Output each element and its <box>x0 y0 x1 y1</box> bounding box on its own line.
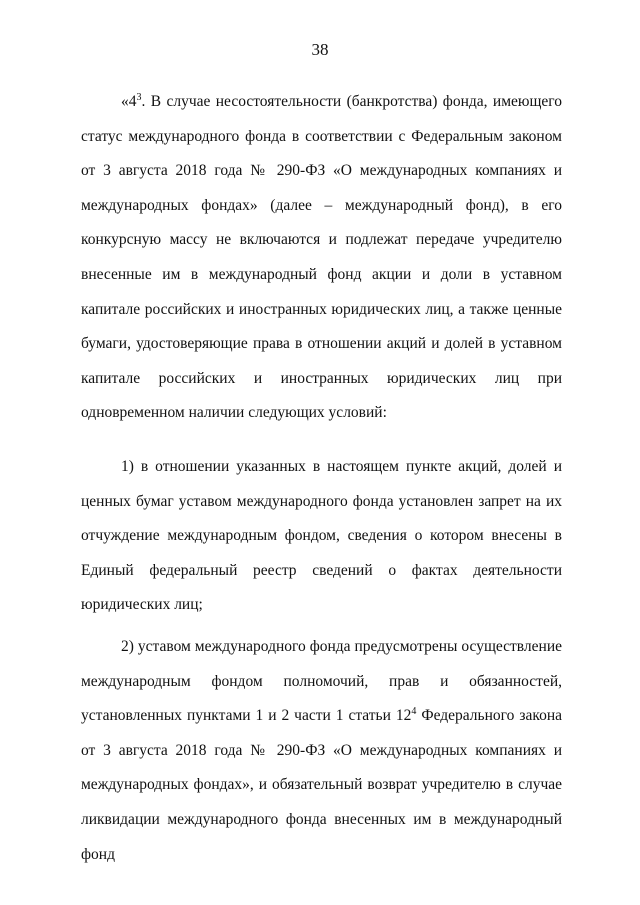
clause-superscript: 3 <box>136 91 142 103</box>
paragraph-text-continued: Федерального закона от 3 августа 2018 года № 290-ФЗ «О международных компаниях и международных фондах», и обязательный возврат учредителю в случае ликвидации международного фонда внесенных им в международный фонд <box>81 707 562 863</box>
paragraph-condition-2 <box>81 630 562 872</box>
article-superscript: 4 <box>411 706 417 718</box>
paragraph-text: 1) в отношении указанных в настоящем пункте акций, долей и ценных бумаг уставом международного фонда установлен запрет на их отчуждение международным фондом, сведения о котором внесены в Единый федеральный реестр сведений о фактах деятельности юридических лиц; <box>81 458 562 614</box>
paragraph-text: 2) уставом международного фонда предусмотрены осуществление международным фондом полномочий, прав и обязанностей, установленных пунктами 1 и 2 части 1 статьи 12 <box>81 638 562 725</box>
paragraph-text: . В случае несостоятельности (банкротства) фонда, имеющего статус международного фонда в соответствии с Федеральным законом от 3 августа 2018 года № 290-ФЗ «О международных компаниях и международных фондах» (далее – международный фонд), в его конкурсную массу не включаются и подлежат передаче учредителю внесенные им в международный фонд акции и доли в уставном капитале российских и иностранных юридических лиц, а также ценные бумаги, удостоверяющие права в отношении акций и долей в уставном капитале российских и иностранных юридических лиц при одновременном наличии следующих условий: <box>81 93 562 422</box>
paragraph-condition-1 <box>81 450 562 623</box>
paragraph-bankruptcy-clause <box>81 85 562 431</box>
clause-number: «4 <box>121 93 137 110</box>
page-number: 38 <box>311 40 329 59</box>
